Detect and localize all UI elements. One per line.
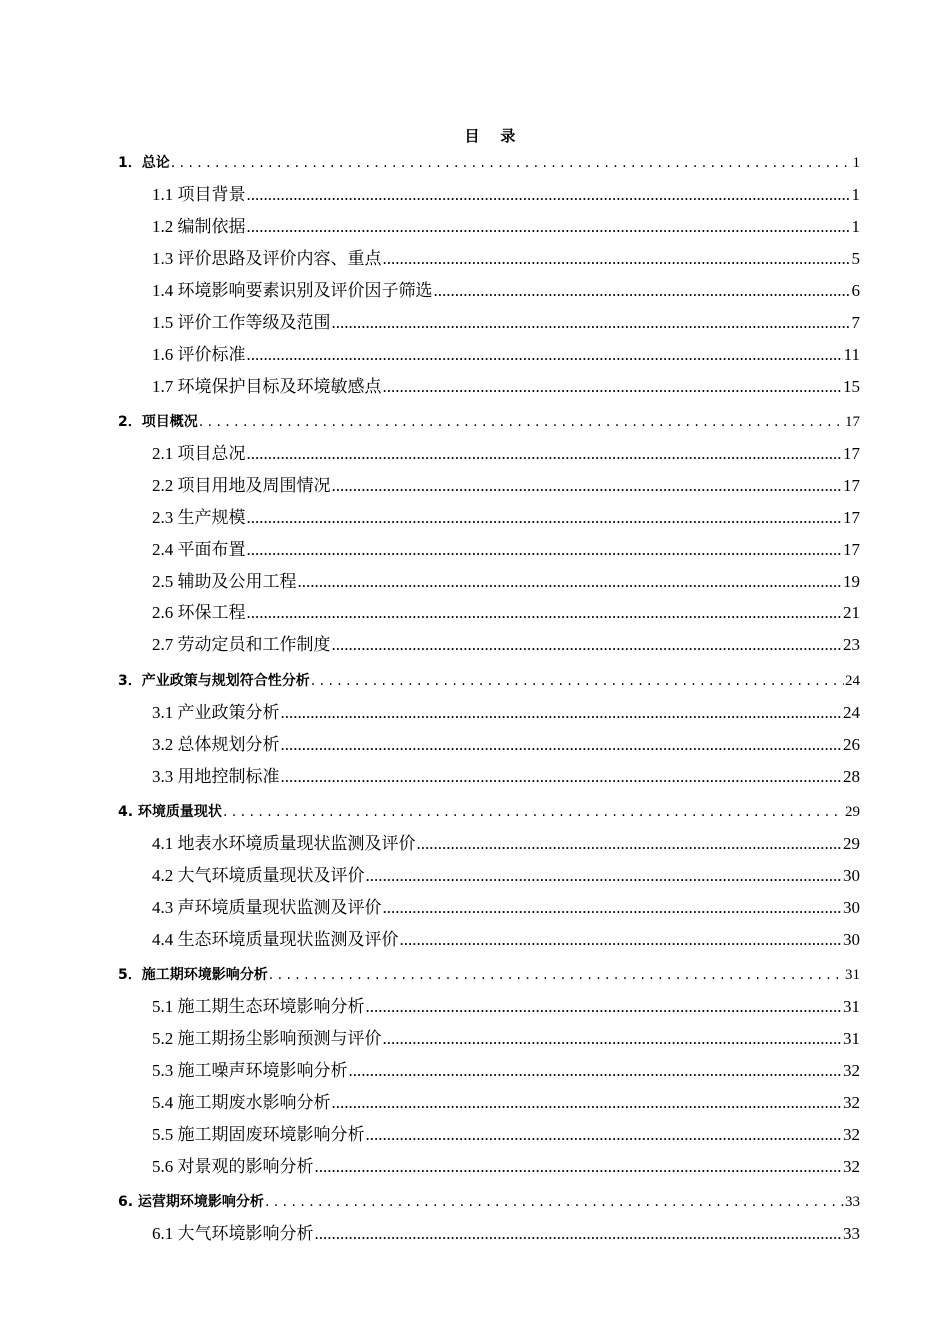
dot-leader: [247, 185, 851, 205]
toc-entry-page-number: 30: [843, 930, 860, 949]
toc-section-1-4[interactable]: [152, 276, 860, 301]
dot-leader: [417, 834, 843, 854]
toc-entry-label: 5.3 施工噪声环境影响分析: [152, 1061, 348, 1080]
toc-entry-page-number: 7: [851, 313, 860, 332]
toc-entry-page-number: 15: [843, 377, 860, 396]
toc-entry-label: 4.3 声环境质量现状监测及评价: [152, 898, 382, 917]
toc-entry-label: 5.2 施工期扬尘影响预测与评价: [152, 1029, 382, 1048]
dot-leader: [315, 1224, 843, 1244]
toc-entry-label: 2.3 生产规模: [152, 508, 246, 527]
toc-entry-page-number: 30: [843, 898, 860, 917]
toc-entry-label: 3.1 产业政策分析: [152, 703, 280, 722]
toc-section-5-1[interactable]: [152, 992, 860, 1017]
dot-leader: [311, 673, 844, 689]
toc-entry-page-number: 24: [843, 703, 860, 722]
dot-leader: [223, 804, 844, 820]
toc-section-4-1[interactable]: [152, 829, 860, 854]
dot-leader: [281, 703, 843, 723]
dot-leader: [247, 345, 843, 365]
toc-entry-label: 2.5 辅助及公用工程: [152, 572, 297, 591]
dot-leader: [265, 1194, 844, 1210]
toc-entry-page-number: 24: [845, 673, 860, 689]
toc-entry-label: 5.5 施工期固废环境影响分析: [152, 1125, 365, 1144]
dot-leader: [298, 572, 843, 592]
toc-entry-page-number: 1: [851, 185, 860, 204]
toc-entry-page-number: 11: [843, 345, 860, 364]
toc-entry-page-number: 1: [852, 155, 860, 171]
toc-entry-page-number: 23: [843, 635, 860, 654]
dot-leader: [366, 997, 843, 1017]
toc-section-3-3[interactable]: [152, 762, 860, 787]
dot-leader: [332, 635, 843, 655]
dot-leader: [247, 217, 851, 237]
toc-section-1-1[interactable]: [152, 180, 860, 205]
dot-leader: [281, 767, 843, 787]
toc-entry-label: 4.1 地表水环境质量现状监测及评价: [152, 834, 416, 853]
toc-chapter-6[interactable]: [118, 1191, 860, 1211]
toc-section-5-3[interactable]: [152, 1056, 860, 1081]
toc-entry-label: 4. 环境质量现状: [118, 804, 222, 820]
toc-entry-page-number: 32: [843, 1061, 860, 1080]
toc-entry-page-number: 33: [843, 1224, 860, 1243]
dot-leader: [281, 735, 843, 755]
toc-section-2-5[interactable]: [152, 567, 860, 592]
toc-entry-page-number: 31: [845, 967, 860, 983]
dot-leader: [199, 414, 844, 430]
dot-leader: [332, 476, 843, 496]
toc-entry-page-number: 32: [843, 1093, 860, 1112]
toc-entry-page-number: 6: [851, 281, 860, 300]
toc-section-2-7[interactable]: [152, 630, 860, 655]
toc-section-1-2[interactable]: [152, 212, 860, 237]
dot-leader: [247, 540, 843, 560]
toc-entry-label: 1.3 评价思路及评价内容、重点: [152, 249, 382, 268]
toc-section-3-2[interactable]: [152, 730, 860, 755]
toc-section-5-6[interactable]: [152, 1152, 860, 1177]
toc-section-1-7[interactable]: [152, 372, 860, 397]
toc-entry-label: 4.2 大气环境质量现状及评价: [152, 866, 365, 885]
toc-section-2-3[interactable]: [152, 503, 860, 528]
toc-section-5-4[interactable]: [152, 1088, 860, 1113]
toc-section-5-2[interactable]: [152, 1024, 860, 1049]
dot-leader: [383, 898, 843, 918]
toc-entry-label: 1.2 编制依据: [152, 217, 246, 236]
toc-entry-label: 2．项目概况: [118, 414, 198, 430]
dot-leader: [332, 313, 851, 333]
dot-leader: [434, 281, 851, 301]
toc-entry-label: 2.2 项目用地及周围情况: [152, 476, 331, 495]
dot-leader: [332, 1093, 843, 1113]
toc-entry-page-number: 17: [843, 508, 860, 527]
toc-entry-label: 6.1 大气环境影响分析: [152, 1224, 314, 1243]
toc-entry-page-number: 17: [845, 414, 860, 430]
toc-entry-label: 2.6 环保工程: [152, 603, 246, 622]
toc-section-2-1[interactable]: [152, 439, 860, 464]
toc-chapter-1[interactable]: [118, 152, 860, 172]
toc-entry-page-number: 30: [843, 866, 860, 885]
toc-entry-page-number: 32: [843, 1157, 860, 1176]
toc-entry-page-number: 5: [851, 249, 860, 268]
toc-entry-page-number: 17: [843, 540, 860, 559]
toc-section-1-5[interactable]: [152, 308, 860, 333]
toc-entry-page-number: 26: [843, 735, 860, 754]
toc-entry-page-number: 32: [843, 1125, 860, 1144]
toc-section-2-2[interactable]: [152, 471, 860, 496]
toc-entry-page-number: 31: [843, 997, 860, 1016]
toc-entry-label: 3.2 总体规划分析: [152, 735, 280, 754]
toc-entry-page-number: 31: [843, 1029, 860, 1048]
dot-leader: [383, 249, 851, 269]
toc-entry-label: 1.1 项目背景: [152, 185, 246, 204]
toc-entry-page-number: 21: [843, 603, 860, 622]
toc-entry-label: 6. 运营期环境影响分析: [118, 1194, 264, 1210]
toc-section-4-4[interactable]: [152, 925, 860, 950]
toc-entry-page-number: 29: [843, 834, 860, 853]
toc-entry-label: 3．产业政策与规划符合性分析: [118, 673, 310, 689]
toc-chapter-2[interactable]: [118, 411, 860, 431]
toc-entry-page-number: 28: [843, 767, 860, 786]
toc-entry-label: 3.3 用地控制标准: [152, 767, 280, 786]
dot-leader: [366, 1125, 843, 1145]
toc-entry-label: 1.7 环境保护目标及环境敏感点: [152, 377, 382, 396]
toc-chapter-4[interactable]: [118, 801, 860, 821]
toc-section-4-3[interactable]: [152, 893, 860, 918]
toc-entry-label: 1.6 评价标准: [152, 345, 246, 364]
toc-chapter-5[interactable]: [118, 964, 860, 984]
dot-leader: [315, 1157, 843, 1177]
toc-entry-label: 5.6 对景观的影响分析: [152, 1157, 314, 1176]
dot-leader: [383, 377, 843, 397]
toc-entry-page-number: 29: [845, 804, 860, 820]
dot-leader: [171, 155, 852, 171]
toc-title: 目 录: [464, 127, 516, 145]
dot-leader: [383, 1029, 843, 1049]
toc-section-3-1[interactable]: [152, 698, 860, 723]
toc-entry-page-number: 33: [845, 1194, 860, 1210]
toc-entry-label: 2.4 平面布置: [152, 540, 246, 559]
toc-entry-label: 1.4 环境影响要素识别及评价因子筛选: [152, 281, 433, 300]
toc-entry-label: 1.5 评价工作等级及范围: [152, 313, 331, 332]
toc-section-2-6[interactable]: [152, 598, 860, 623]
dot-leader: [349, 1061, 843, 1081]
toc-section-1-6[interactable]: [152, 340, 860, 365]
toc-entry-label: 5.4 施工期废水影响分析: [152, 1093, 331, 1112]
dot-leader: [400, 930, 843, 950]
toc-section-1-3[interactable]: [152, 244, 860, 269]
toc-section-2-4[interactable]: [152, 535, 860, 560]
toc-entry-label: 4.4 生态环境质量现状监测及评价: [152, 930, 399, 949]
toc-entry-page-number: 17: [843, 476, 860, 495]
toc-entry-label: 5．施工期环境影响分析: [118, 967, 268, 983]
toc-entry-page-number: 1: [851, 217, 860, 236]
toc-entry-label: 2.1 项目总况: [152, 444, 246, 463]
dot-leader: [366, 866, 843, 886]
dot-leader: [247, 603, 843, 623]
toc-entry-page-number: 19: [843, 572, 860, 591]
toc-entry-label: 2.7 劳动定员和工作制度: [152, 635, 331, 654]
toc-section-6-1[interactable]: [152, 1219, 860, 1244]
toc-section-4-2[interactable]: [152, 861, 860, 886]
toc-chapter-3[interactable]: [118, 670, 860, 690]
toc-section-5-5[interactable]: [152, 1120, 860, 1145]
toc-entry-label: 1．总论: [118, 155, 170, 171]
toc-entry-page-number: 17: [843, 444, 860, 463]
dot-leader: [247, 508, 843, 528]
dot-leader: [247, 444, 843, 464]
toc-entry-label: 5.1 施工期生态环境影响分析: [152, 997, 365, 1016]
dot-leader: [269, 967, 844, 983]
